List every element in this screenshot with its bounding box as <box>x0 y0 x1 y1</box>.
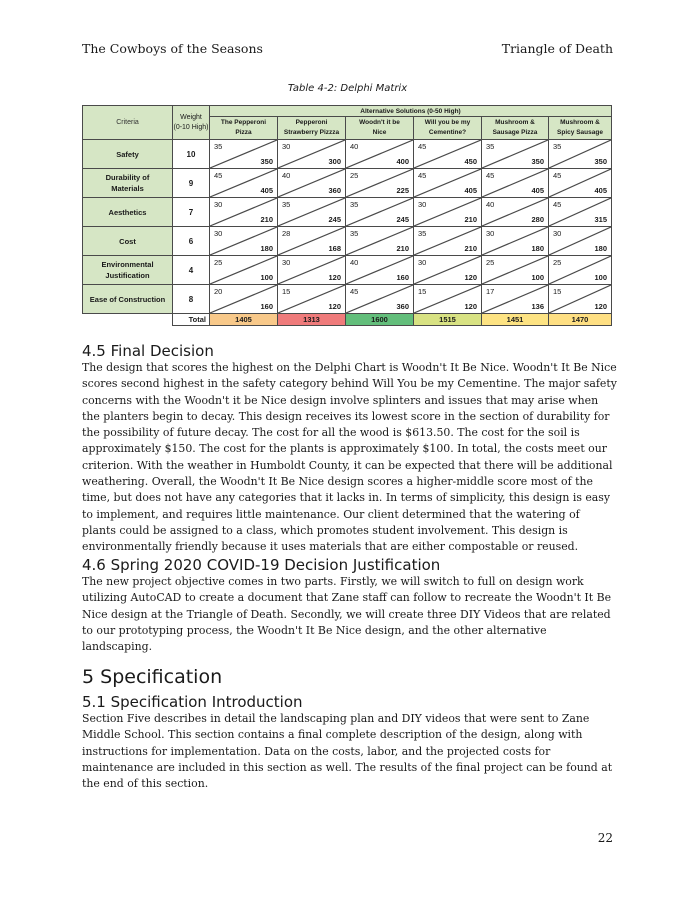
raw-score: 40 <box>350 258 359 267</box>
section-4-5-paragraph: The design that scores the highest on the Delphi Chart is Woodn't It Be Nice. Woodn't It Be Nice scores second highest in the safety category behind Will You be my Cementine. The major safety concerns with the Woodn't it be Nice design involve splinters and issues that may arise when the planters begin to decay. This design receives its lowest score in the section of durability for the possibility of future decay. The cost for all the wood is $613.50. The cost for the soil is approximately $150. The cost for the plants is approximately $100. In total, the costs meet our criterion. With the weather in Humboldt County, it can be expected that there will be additional weathering. Overall, the Woodn't It Be Nice design scores a higher-middle score most of the time, but does not have any categories that it lacks in. In terms of simplicity, this design is easy to implement, and requires little maintenance. Our client determined that the watering of plants could be assigned to a class, which promotes student involvement. This design is environmentally friendly because it uses materials that are either compostable or reused. <box>82 361 617 554</box>
alternative-name-line: Nice <box>372 129 387 136</box>
section-4-6-heading: 4.6 Spring 2020 COVID-19 Decision Justification <box>82 556 441 574</box>
total-label: Total <box>173 314 210 326</box>
score-cell <box>482 227 549 256</box>
weighted-score: 350 <box>531 157 544 166</box>
total-row <box>83 314 612 326</box>
raw-score: 28 <box>282 229 291 238</box>
alternative-name-header <box>210 117 278 140</box>
weighted-score: 245 <box>328 215 341 224</box>
criterion-label: Safety <box>116 149 139 159</box>
raw-score: 35 <box>486 142 495 151</box>
weighted-score: 400 <box>396 157 409 166</box>
alternative-name-line: Pizza <box>235 129 252 136</box>
raw-score: 35 <box>350 200 359 209</box>
weighted-score: 136 <box>531 302 544 311</box>
alternative-name-header <box>482 117 549 140</box>
raw-score: 45 <box>214 171 223 180</box>
score-cell <box>482 198 549 227</box>
score-cell <box>414 140 482 169</box>
section-5-1-heading: 5.1 Specification Introduction <box>82 693 303 711</box>
score-cell <box>482 285 549 314</box>
criterion-label: Justification <box>105 271 150 280</box>
weighted-score: 360 <box>328 186 341 195</box>
weighted-score: 180 <box>594 244 607 253</box>
weighted-score: 120 <box>594 302 607 311</box>
table-row <box>83 140 612 169</box>
weighted-score: 160 <box>396 273 409 282</box>
weighted-score: 160 <box>260 302 273 311</box>
raw-score: 35 <box>282 200 291 209</box>
weighted-score: 405 <box>531 186 544 195</box>
raw-score: 35 <box>553 142 562 151</box>
weight-cell: 4 <box>173 256 210 285</box>
score-cell <box>549 198 612 227</box>
score-cell <box>210 256 278 285</box>
score-cell <box>346 227 414 256</box>
raw-score: 45 <box>486 171 495 180</box>
raw-score: 35 <box>350 229 359 238</box>
raw-score: 30 <box>282 142 291 151</box>
weighted-score: 245 <box>396 215 409 224</box>
total-score-cell: 1600 <box>346 314 414 326</box>
score-cell <box>549 169 612 198</box>
weighted-score: 280 <box>531 215 544 224</box>
alternative-name-header <box>549 117 612 140</box>
raw-score: 25 <box>214 258 223 267</box>
total-score-cell: 1470 <box>549 314 612 326</box>
score-cell <box>414 198 482 227</box>
weighted-score: 210 <box>396 244 409 253</box>
table-row <box>83 256 612 285</box>
raw-score: 45 <box>553 171 562 180</box>
raw-score: 30 <box>418 200 427 209</box>
score-cell <box>346 256 414 285</box>
alternative-name-header <box>414 117 482 140</box>
alternative-name-header <box>278 117 346 140</box>
weight-cell: 6 <box>173 227 210 256</box>
raw-score: 35 <box>214 142 223 151</box>
score-cell <box>414 227 482 256</box>
weighted-score: 100 <box>594 273 607 282</box>
score-cell <box>278 285 346 314</box>
criteria-header: Criteria <box>83 106 173 140</box>
score-cell <box>278 227 346 256</box>
weighted-score: 315 <box>594 215 607 224</box>
alternative-name-line: The Pepperoni <box>220 119 267 126</box>
score-cell <box>278 140 346 169</box>
weight-cell: 10 <box>173 140 210 169</box>
weighted-score: 210 <box>260 215 273 224</box>
score-cell <box>346 285 414 314</box>
delphi-matrix-table <box>82 105 612 326</box>
weight-cell: 8 <box>173 285 210 314</box>
section-4-6-paragraph: The new project objective comes in two parts. Firstly, we will switch to full on design work utilizing AutoCAD to create a document that Zane staff can follow to recreate the Woodn't It Be Nice design at the Triangle of Death. Secondly, we will create three DIY Videos that are related to our prototyping process, the Woodn't It Be Nice design, and the other alternative landscaping. <box>82 575 612 654</box>
weight-cell: 9 <box>173 169 210 198</box>
score-cell <box>278 256 346 285</box>
total-score-cell: 1313 <box>278 314 346 326</box>
table-row <box>83 169 612 198</box>
alternative-name-line: Will you be my <box>424 119 471 126</box>
alternative-name-line: Mushroom & <box>495 119 535 126</box>
score-cell <box>346 169 414 198</box>
raw-score: 30 <box>214 229 223 238</box>
weight-header-line: (0-10 High) <box>173 123 209 131</box>
score-cell <box>210 285 278 314</box>
blank-cell <box>83 314 173 326</box>
alternative-name-line: Woodn't it be <box>359 119 400 126</box>
score-cell <box>549 285 612 314</box>
alternative-name-line: Cementine? <box>428 129 467 136</box>
criterion-label: Environmental <box>101 260 154 269</box>
score-cell <box>549 227 612 256</box>
raw-score: 15 <box>418 287 427 296</box>
raw-score: 15 <box>282 287 291 296</box>
weighted-score: 405 <box>464 186 477 195</box>
score-cell <box>346 198 414 227</box>
criterion-label: Durability of <box>105 173 150 182</box>
raw-score: 35 <box>418 229 427 238</box>
weighted-score: 210 <box>464 244 477 253</box>
raw-score: 45 <box>418 171 427 180</box>
raw-score: 30 <box>553 229 562 238</box>
weighted-score: 120 <box>328 273 341 282</box>
raw-score: 45 <box>418 142 427 151</box>
criterion-label: Materials <box>111 184 144 193</box>
score-cell <box>414 169 482 198</box>
raw-score: 30 <box>418 258 427 267</box>
weighted-score: 210 <box>464 215 477 224</box>
criterion-cell <box>83 256 173 285</box>
raw-score: 25 <box>350 171 359 180</box>
weighted-score: 450 <box>464 157 477 166</box>
raw-score: 30 <box>486 229 495 238</box>
criterion-label: Ease of Construction <box>89 294 166 304</box>
weighted-score: 350 <box>260 157 273 166</box>
weight-header <box>173 106 210 140</box>
raw-score: 40 <box>486 200 495 209</box>
weighted-score: 225 <box>396 186 409 195</box>
score-cell <box>346 140 414 169</box>
raw-score: 17 <box>486 287 495 296</box>
alternative-name-line: Pepperoni <box>295 119 328 126</box>
score-cell <box>482 256 549 285</box>
alternative-name-line: Sausage Pizza <box>492 129 538 136</box>
raw-score: 15 <box>553 287 562 296</box>
total-score-cell: 1405 <box>210 314 278 326</box>
running-header-left: The Cowboys of the Seasons <box>82 41 263 56</box>
alternatives-header: Alternative Solutions (0-50 High) <box>210 106 612 117</box>
alternative-name-line: Mushroom & <box>560 119 600 126</box>
weighted-score: 405 <box>260 186 273 195</box>
weighted-score: 168 <box>328 244 341 253</box>
criterion-cell <box>83 140 173 169</box>
score-cell <box>210 140 278 169</box>
score-cell <box>210 169 278 198</box>
score-cell <box>278 169 346 198</box>
alternative-name-line: Spicy Sausage <box>557 129 603 136</box>
weighted-score: 180 <box>260 244 273 253</box>
raw-score: 25 <box>553 258 562 267</box>
criterion-cell <box>83 227 173 256</box>
table-row <box>83 285 612 314</box>
score-cell <box>414 285 482 314</box>
raw-score: 20 <box>214 287 223 296</box>
weighted-score: 405 <box>594 186 607 195</box>
table-caption: Table 4-2: Delphi Matrix <box>287 83 408 94</box>
alternative-name-line: Strawberry Pizzza <box>283 129 340 136</box>
weighted-score: 100 <box>531 273 544 282</box>
weighted-score: 360 <box>396 302 409 311</box>
raw-score: 30 <box>214 200 223 209</box>
raw-score: 25 <box>486 258 495 267</box>
section-5-1-paragraph: Section Five describes in detail the landscaping plan and DIY videos that were sent to Zane Middle School. This section contains a final complete description of the design, along with instructions for implementation. Data on the costs, labor, and the projected costs for maintenance are included in this section as well. The results of the final project can be found at the end of this section. <box>82 712 613 791</box>
raw-score: 45 <box>553 200 562 209</box>
page-number: 22 <box>597 831 613 845</box>
total-score-cell: 1515 <box>414 314 482 326</box>
score-cell <box>482 169 549 198</box>
table-row <box>83 227 612 256</box>
running-header-right: Triangle of Death <box>501 41 613 56</box>
section-5-heading: 5 Specification <box>82 666 223 688</box>
score-cell <box>210 227 278 256</box>
alternative-name-header <box>346 117 414 140</box>
score-cell <box>210 198 278 227</box>
raw-score: 30 <box>282 258 291 267</box>
weight-cell: 7 <box>173 198 210 227</box>
criterion-cell <box>83 169 173 198</box>
weighted-score: 120 <box>464 273 477 282</box>
weight-header-line: Weight <box>180 113 202 121</box>
weighted-score: 300 <box>328 157 341 166</box>
weighted-score: 180 <box>531 244 544 253</box>
weighted-score: 350 <box>594 157 607 166</box>
weighted-score: 100 <box>260 273 273 282</box>
score-cell <box>278 198 346 227</box>
weighted-score: 120 <box>328 302 341 311</box>
section-4-5-heading: 4.5 Final Decision <box>82 342 214 360</box>
score-cell <box>549 256 612 285</box>
raw-score: 40 <box>282 171 291 180</box>
criterion-label: Aesthetics <box>108 207 147 217</box>
table-row <box>83 198 612 227</box>
weighted-score: 120 <box>464 302 477 311</box>
raw-score: 45 <box>350 287 359 296</box>
score-cell <box>549 140 612 169</box>
total-score-cell: 1451 <box>482 314 549 326</box>
criterion-cell <box>83 285 173 314</box>
criterion-cell <box>83 198 173 227</box>
score-cell <box>482 140 549 169</box>
criterion-label: Cost <box>119 236 136 246</box>
raw-score: 40 <box>350 142 359 151</box>
score-cell <box>414 256 482 285</box>
